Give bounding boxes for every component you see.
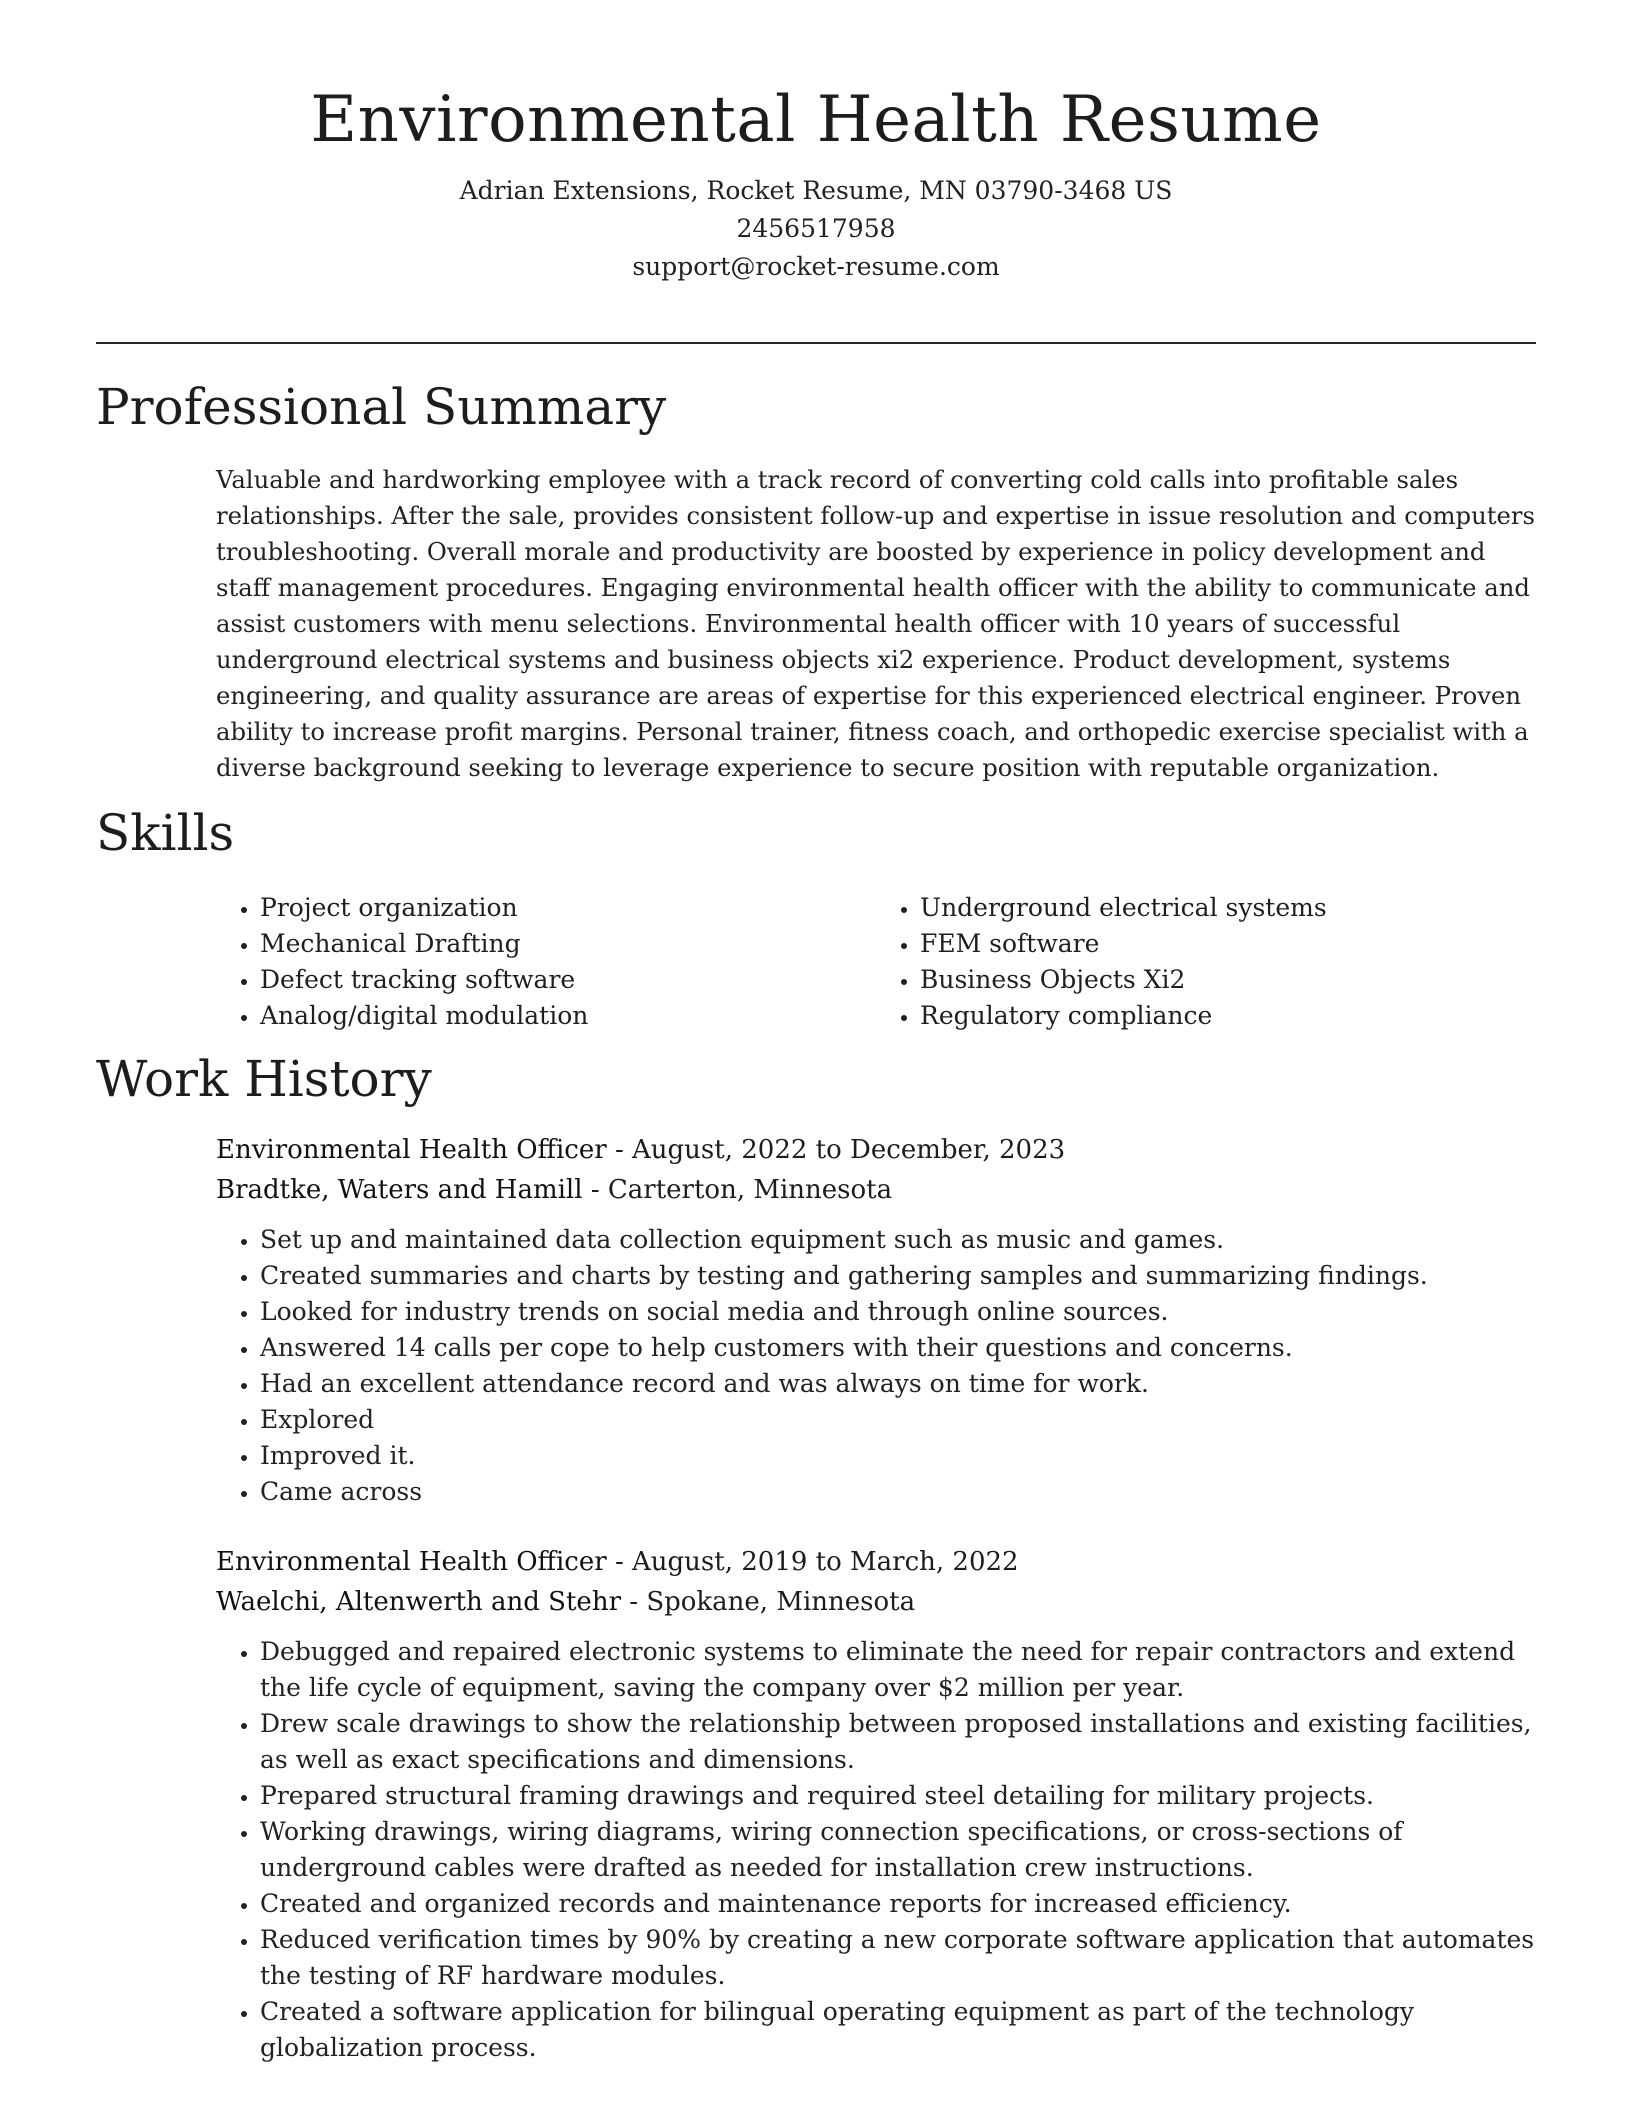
- skills-list: [216, 890, 1536, 1034]
- work-history-heading: Work History: [96, 1050, 432, 1108]
- job-company: Bradtke, Waters and Hamill: [216, 1175, 583, 1205]
- skill-item: • Business Objects Xi2: [920, 962, 1536, 998]
- header-divider: [96, 342, 1536, 344]
- summary-heading: Professional Summary: [96, 378, 667, 436]
- skill-item: • FEM software: [920, 926, 1536, 962]
- job-bullet: • Created summaries and charts by testing and gathering samples and summarizing findings.: [260, 1258, 1546, 1294]
- summary-text: Valuable and hardworking employee with a track record of converting cold calls into profitable sales relationships. After the sale, provides consistent follow-up and expertise in issue resolution and computers troubleshooting. Overall morale and productivity are boosted by experience in policy development and staff management procedures. Engaging environmental health officer with the ability to communicate and assist customers with menu selections. Environmental health officer with 10 years of successful underground electrical systems and business objects xi2 experience. Product development, systems engineering, and quality assurance are areas of expertise for this experienced electrical engineer. Proven ability to increase profit margins. Personal trainer, fitness coach, and orthopedic exercise specialist with a diverse background seeking to leverage experience to secure position with reputable organization.: [216, 465, 1535, 782]
- job-bullet: • Drew scale drawings to show the relationship between proposed installations and existing facilities, as well as exact specifications and dimensions.: [260, 1706, 1546, 1778]
- job-bullet: • Came across: [260, 1474, 1546, 1510]
- job-role: Environmental Health Officer: [216, 1547, 607, 1577]
- job-company-line: [216, 1582, 1546, 1622]
- job-bullet: • Set up and maintained data collection equipment such as music and games.: [260, 1222, 1546, 1258]
- job-title-line: [216, 1130, 1546, 1170]
- job-entry: [216, 1130, 1546, 1510]
- skill-item: • Project organization: [260, 890, 876, 926]
- job-bullets: [216, 1222, 1546, 1510]
- skill-item: • Regulatory compliance: [920, 998, 1536, 1034]
- job-entry: [216, 1542, 1546, 2066]
- job-bullet: • Looked for industry trends on social media and through online sources.: [260, 1294, 1546, 1330]
- job-bullet: • Answered 14 calls per cope to help customers with their questions and concerns.: [260, 1330, 1546, 1366]
- skills-heading: Skills: [96, 804, 235, 862]
- job-dates: - August, 2022 to December, 2023: [606, 1135, 1066, 1165]
- skills-column-left: [216, 890, 876, 1034]
- job-company: Waelchi, Altenwerth and Stehr: [216, 1587, 621, 1617]
- contact-address: Adrian Extensions, Rocket Resume, MN 03790-3468 US: [459, 175, 1173, 205]
- job-bullet: • Prepared structural framing drawings and required steel detailing for military projects.: [260, 1778, 1546, 1814]
- job-role: Environmental Health Officer: [216, 1135, 607, 1165]
- job-bullet: • Working drawings, wiring diagrams, wiring connection specifications, or cross-sections of underground cables were drafted as needed for installation crew instructions.: [260, 1814, 1546, 1886]
- job-company-line: [216, 1170, 1546, 1210]
- job-bullet: • Improved it.: [260, 1438, 1546, 1474]
- resume-title: Environmental Health Resume: [310, 83, 1322, 157]
- contact-phone: 2456517958: [736, 213, 896, 243]
- skill-item: • Defect tracking software: [260, 962, 876, 998]
- resume-header: [0, 0, 1632, 286]
- job-bullet: • Reduced verification times by 90% by creating a new corporate software application that automates the testing of RF hardware modules.: [260, 1922, 1546, 1994]
- skill-item: • Underground electrical systems: [920, 890, 1536, 926]
- job-bullet: • Created and organized records and maintenance reports for increased efficiency.: [260, 1886, 1546, 1922]
- job-dates: - August, 2019 to March, 2022: [606, 1547, 1019, 1577]
- job-bullets: [216, 1634, 1546, 2066]
- job-location: - Spokane, Minnesota: [621, 1587, 916, 1617]
- job-title-line: [216, 1542, 1546, 1582]
- skill-item: • Mechanical Drafting: [260, 926, 876, 962]
- skills-column-right: [876, 890, 1536, 1034]
- contact-email: support@rocket-resume.com: [632, 251, 1000, 281]
- job-bullet: • Debugged and repaired electronic systems to eliminate the need for repair contractors and extend the life cycle of equipment, saving the company over $2 million per year.: [260, 1634, 1546, 1706]
- job-location: - Carterton, Minnesota: [582, 1175, 893, 1205]
- contact-block: [0, 172, 1632, 286]
- job-bullet: • Created a software application for bilingual operating equipment as part of the technology globalization process.: [260, 1994, 1546, 2066]
- job-bullet: • Explored: [260, 1402, 1546, 1438]
- skill-item: • Analog/digital modulation: [260, 998, 876, 1034]
- job-bullet: • Had an excellent attendance record and was always on time for work.: [260, 1366, 1546, 1402]
